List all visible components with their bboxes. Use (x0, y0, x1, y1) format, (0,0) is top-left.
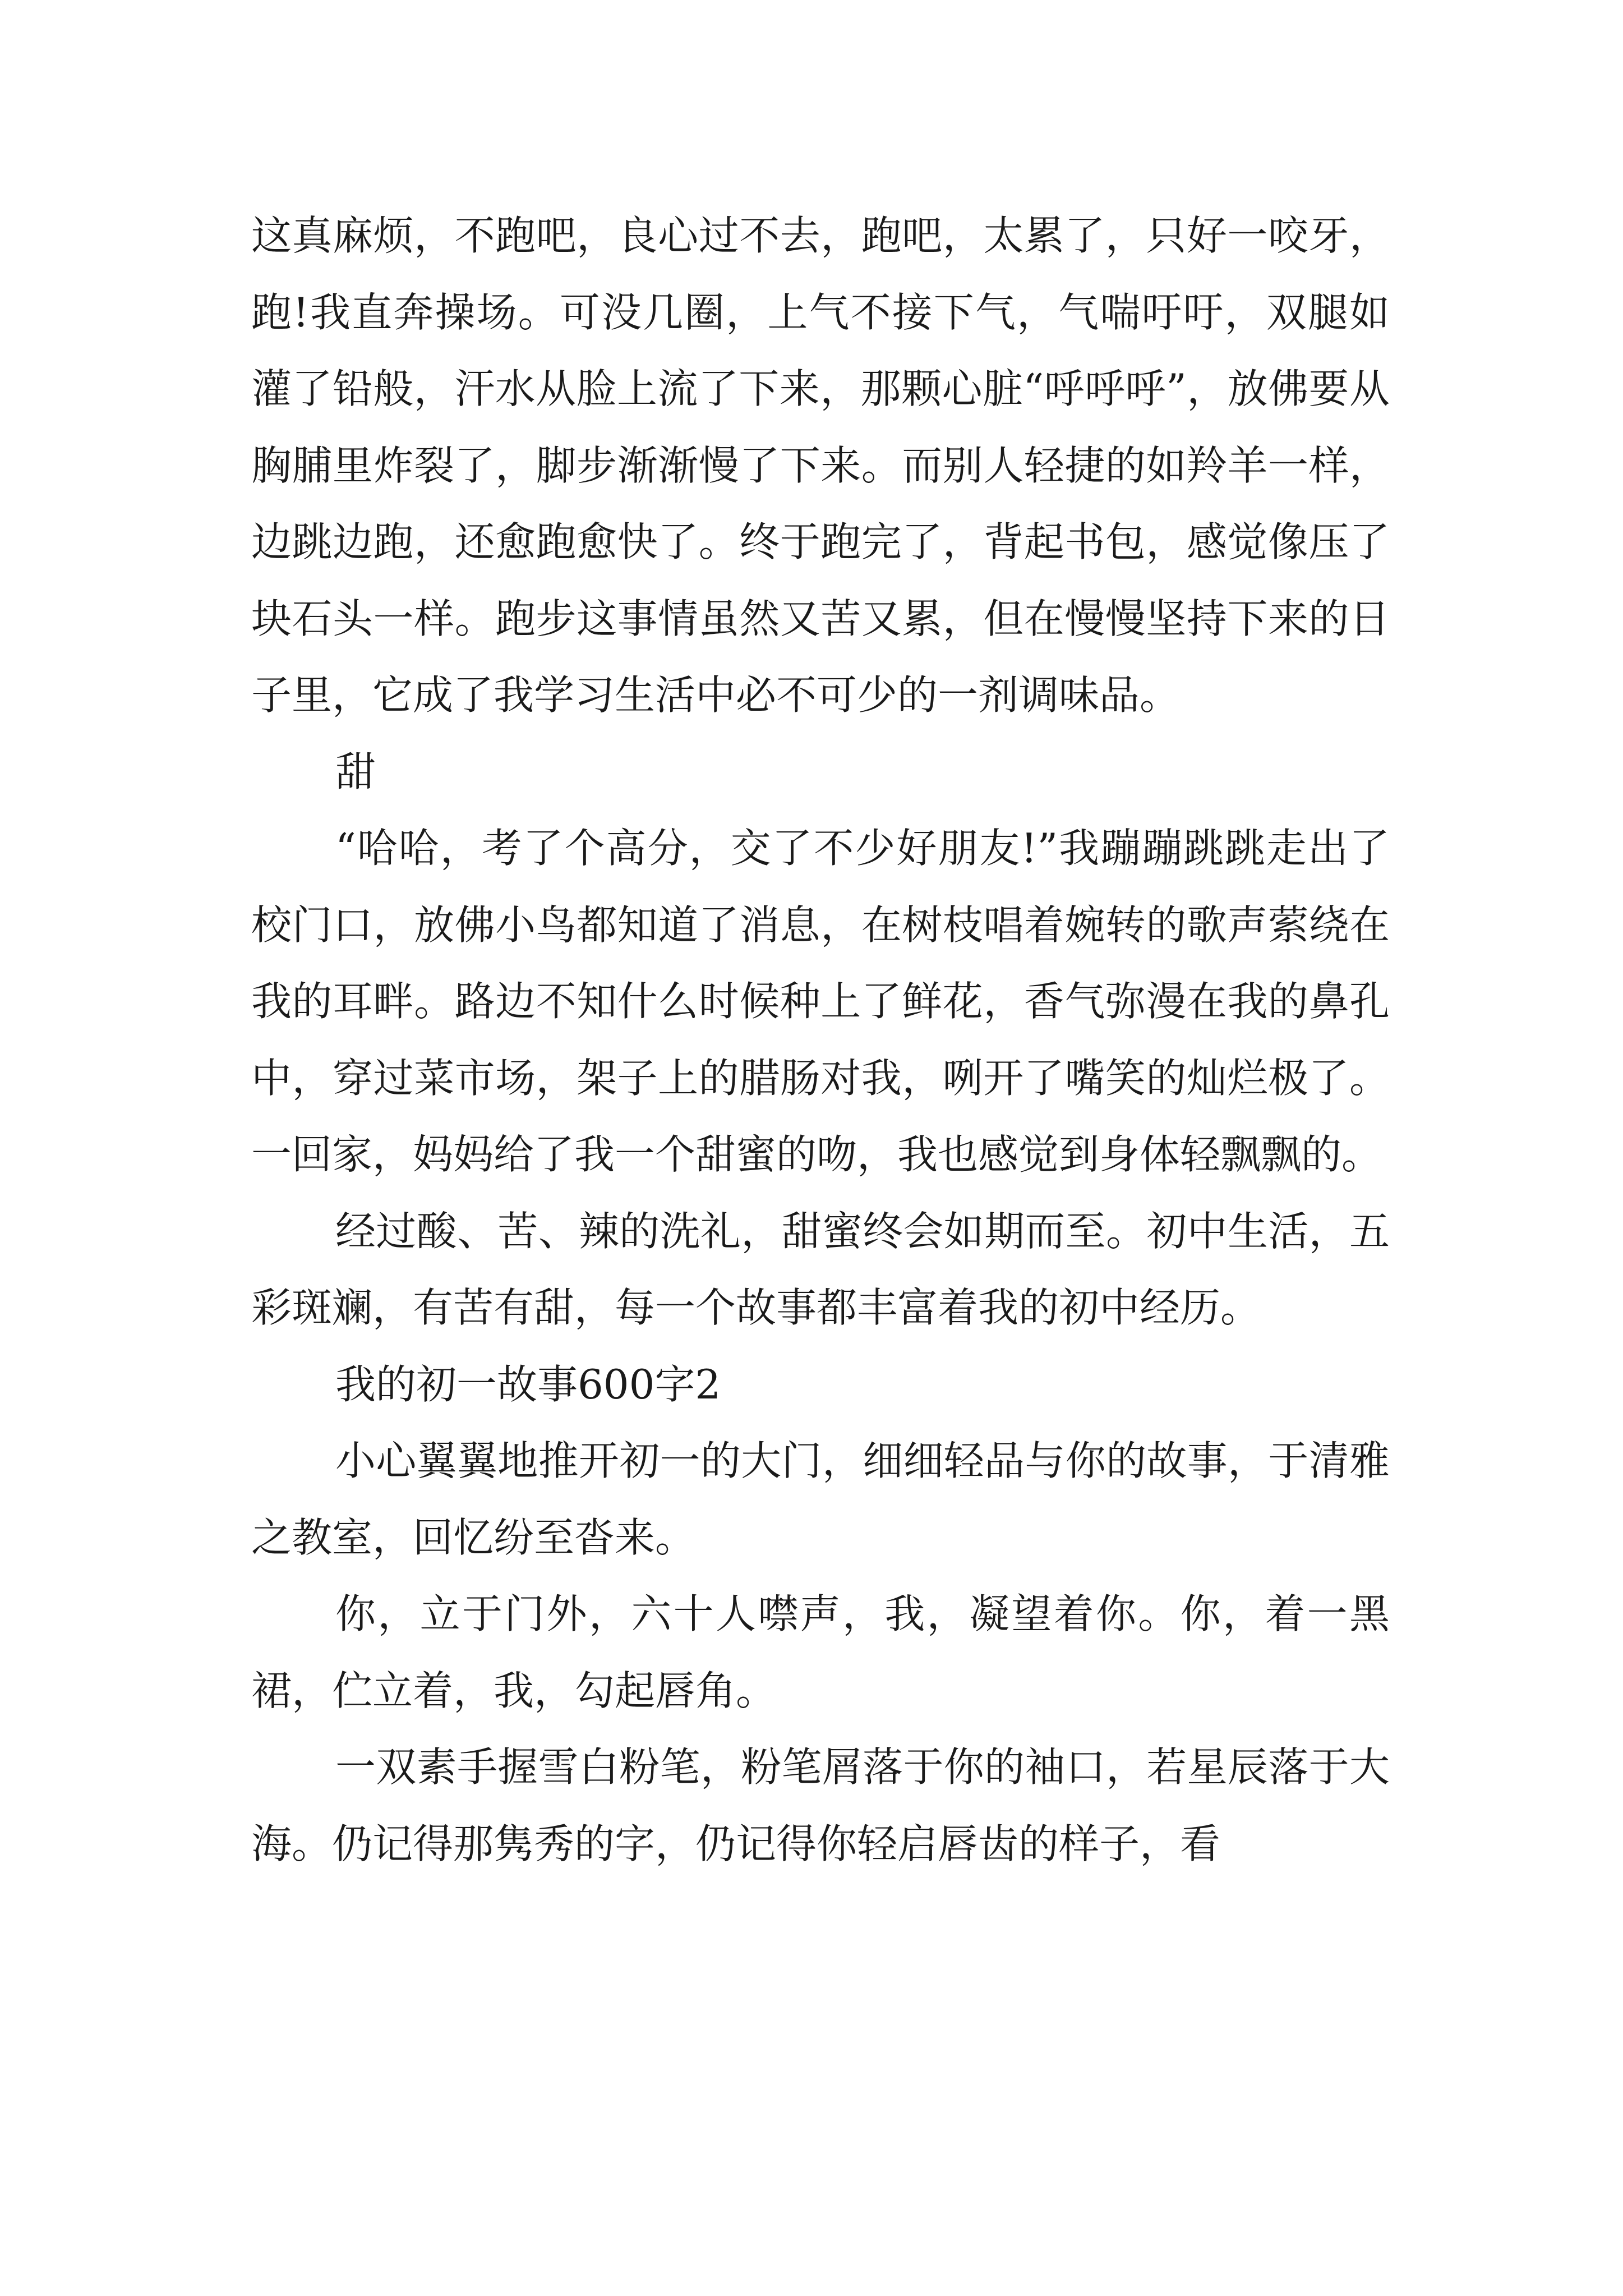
essay-title-2: 我的初一故事600字2 (335, 1360, 721, 1408)
paragraph-opening-door: 小心翼翼地推开初一的大门，细细轻品与你的故事，于清雅之教室，回忆纷至沓来。 (251, 1437, 1390, 1561)
document-body (251, 197, 1390, 1882)
paragraph-conclusion: 经过酸、苦、辣的洗礼，甜蜜终会如期而至。初中生活，五彩斑斓，有苦有甜，每一个故事都丰富着我的初中经历。 (251, 1207, 1390, 1331)
paragraph-sweet-story: “哈哈，考了个高分，交了不少好朋友!”我蹦蹦跳跳走出了校门口，放佛小鸟都知道了消息，在树枝唱着婉转的歌声萦绕在我的耳畔。路边不知什么时候种上了鲜花，香气弥漫在我的鼻孔中，穿过菜市场，架子上的腊肠对我，咧开了嘴笑的灿烂极了。一回家，妈妈给了我一个甜蜜的吻，我也感觉到身体轻飘飘的。 (251, 825, 1390, 1178)
section-heading-sweet: 甜 (335, 748, 376, 795)
paragraph-teacher-at-door: 你，立于门外，六十人噤声，我，凝望着你。你，着一黑裙，伫立着，我，勾起唇角。 (251, 1590, 1390, 1714)
paragraph-chalk: 一双素手握雪白粉笔，粉笔屑落于你的袖口，若星辰落于大海。仍记得那隽秀的字，仍记得你轻启唇齿的样子，看 (251, 1743, 1390, 1867)
paragraph-running-continued: 这真麻烦，不跑吧，良心过不去，跑吧，太累了，只好一咬牙，跑!我直奔操场。可没几圈，上气不接下气，气喘吁吁，双腿如灌了铅般，汗水从脸上流了下来，那颗心脏“呼呼呼”，放佛要从胸脯里炸裂了，脚步渐渐慢了下来。而别人轻捷的如羚羊一样，边跳边跑，还愈跑愈快了。终于跑完了，背起书包，感觉像压了块石头一样。跑步这事情虽然又苦又累，但在慢慢坚持下来的日子里，它成了我学习生活中必不可少的一剂调味品。 (251, 212, 1390, 719)
